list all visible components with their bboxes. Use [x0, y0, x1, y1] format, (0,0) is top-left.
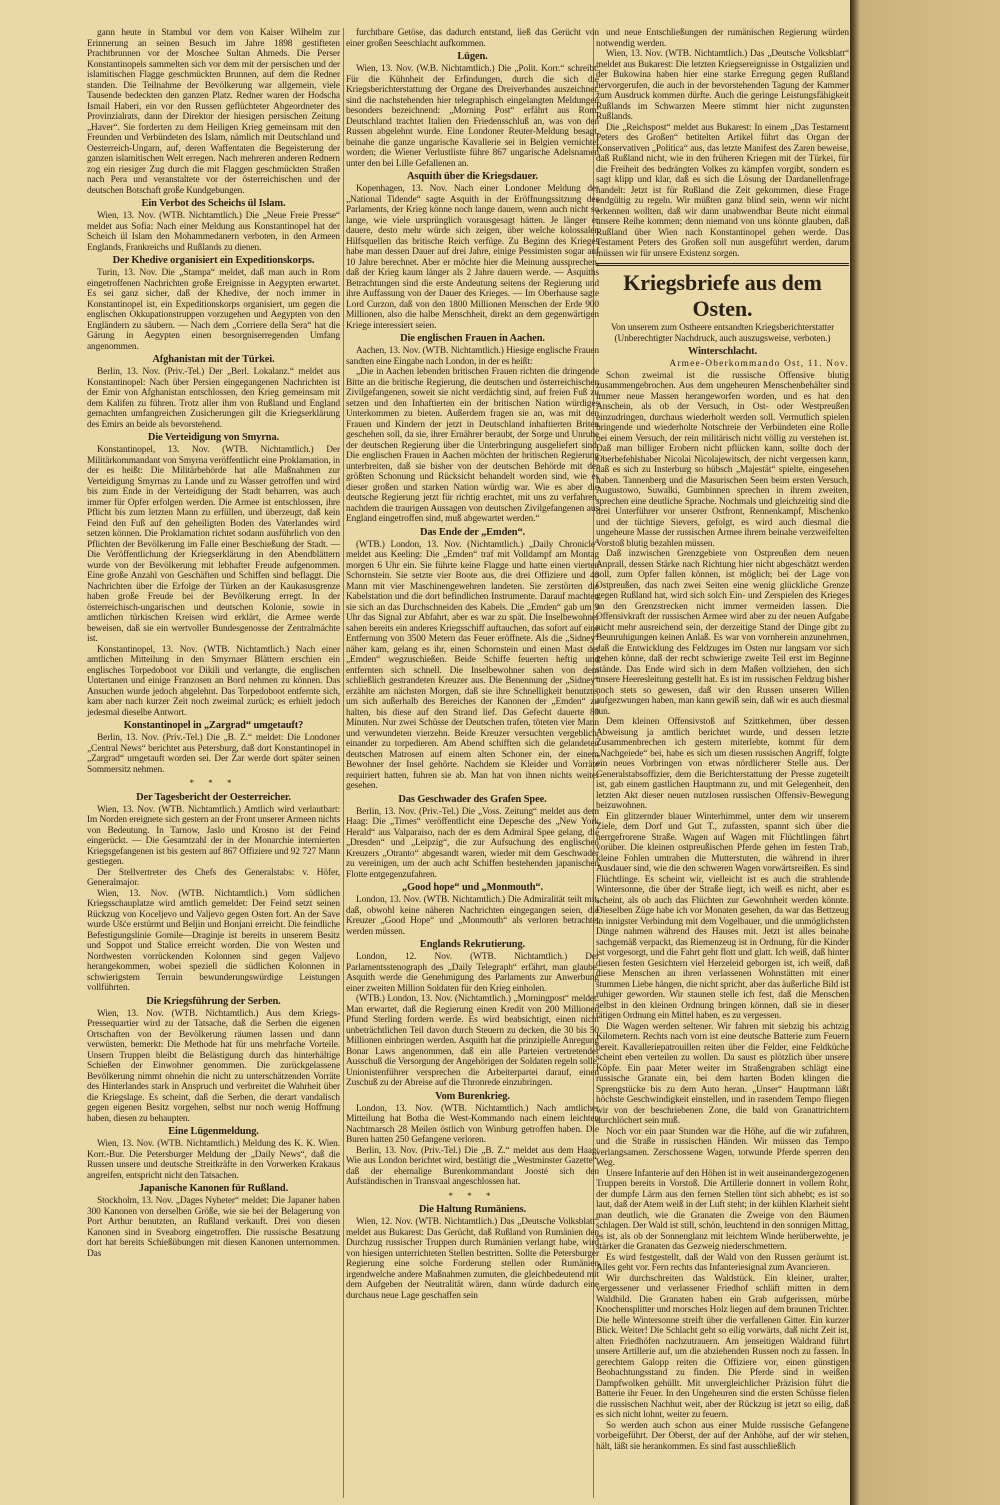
article-paragraph: Berlin, 13. Nov. (Priv.-Tel.) Die „B. Z.“ meldet aus dem Haag: Wie aus London berichtet wird, bestätigt die „Westminster Gazette“, daß der ehemalige Burenkommandant Joosté sich den Aufständischen in Transvaal angeschlossen hat. [346, 1145, 599, 1187]
column-2 [346, 28, 599, 1301]
article-paragraph: Wien, 13. Nov. (WTB. Nichtamtlich.) Das „Deutsche Volksblatt“ meldet aus Bukarest: Die letzten Kriegsereignisse in Ostgalizien und der Bukowina haben hier eine starke Erregung gegen Rußland hervorgerufen, die auch in der bevorstehenden Tagung der Kammer zum Ausdruck kommen dürfte. Auch die geringe Leistungsfähigkeit Rußlands im Schwarzen Meere stimmt hier nicht zugunsten Rußlands. [596, 49, 849, 122]
article-paragraph: Kopenhagen, 13. Nov. Nach einer Londoner Meldung der „National Tidende“ sagte Asquith in der Eröffnungssitzung des Parlaments, der Krieg könne noch lange dauern, wenn auch nicht so lange, wie viele ursprünglich vorausgesagt hätten. Je länger er dauere, desto mehr würde sich zeigen, über welche kolossalen Hilfsquellen das britische Reich verfüge. Zu Beginn des Krieges habe man dessen Dauer auf drei Jahre, einige Pessimisten sogar auf 10 Jahre berechnet. Aber er möchte hier die Meinung aussprechen, daß der Krieg kaum länger als 2 Jahre dauern werde. — Asquiths Betrachtungen sind die erste Andeutung seitens der Regierung und ihre Auffassung von der Dauer des Krieges. — Im Oberhause sagte Lord Curzon, daß von den 1800 Millionen Menschen der Erde 900 Millionen, also die halbe Menschheit, direkt an dem gegenwärtigen Kriege interessiert seien. [346, 184, 599, 331]
article-headline: Ein Verbot des Scheichs ül Islam. [141, 198, 286, 209]
article-paragraph: Unsere Infanterie auf den Höhen ist in weit auseinandergezogenen Truppen bereits in Vorstoß. Die Artillerie donnert in vollem Rohr, der dumpfe Lärm aus den fernen Stellen tönt sich abhebt; es ist so laut, daß der Atem weiß in der Luft steht; in der kühlen Klarheit sieht man deutlich, wie die Granaten die Zweige von den Bäumen schlagen. Der Wald ist still, schön, leuchtend in den sonnigen Mittag, es ist, als ob der Sonnenglanz mit leichtem Winde herüberwehte, je stärker die Granaten das Gezweig niederschmettern. [596, 1168, 849, 1252]
dateline: Armee-Oberkommando Ost, 11. Nov. [669, 359, 849, 369]
article-headline: „Good hope“ und „Monmouth“. [401, 882, 544, 893]
article-paragraph: Konstantinopel, 13. Nov. (WTB. Nichtamtlich.) Nach einer amtlichen Mitteilung in den Smyrnaer Blättern erschien ein englisches Torpedoboot vor Dikili und verlangte, die englischen Untertanen und einige Franzosen an Bord nehmen zu können. Das Ansuchen wurde jedoch abgelehnt. Das Torpedoboot entfernte sich, kam aber nach kurzer Zeit noch zweimal zurück; es erhielt jedoch jedesmal dieselbe Antwort. [87, 644, 340, 718]
article-paragraph: furchtbare Getöse, das dadurch entstand, ließ das Gerücht von einer großen Seeschlacht aufkommen. [346, 28, 599, 49]
article-paragraph: und neue Entschließungen der rumänischen Regierung würden notwendig werden. [596, 28, 849, 49]
column-3 [596, 28, 849, 1452]
article-paragraph: „Die in Aachen lebenden britischen Frauen richten die dringende Bitte an die britische Regierung, die deutschen und österreichischen Zivilgefangenen, soweit sie nicht verdächtig sind, auf freien Fuß zu setzen und den Inhaftierten ein der britischen Nation würdiges Unterkommen zu bieten. Außerdem fragen sie an, was mit den Frauen und Kindern der jetzt in Deutschland inhaftierten Briten geschehen soll, da sie, ihrer Ernährer beraubt, der Sorge und Unruhe der deutschen Regierung über die Unterbringung ausgeliefert sind. Die englischen Frauen in Aachen möchten der britischen Regierung unterbreiten, daß sie bisher von der deutschen Behörde mit der größten Schonung und Rücksicht behandelt worden sind, wie es dieser großen und starken Nation würdig war. Wie es aber die deutsche Regierung jetzt für richtig erachtet, mit uns zu verfahren, nachdem die traurigen Aussagen von deutschen Zivilgefangenen aus England eingetroffen sind, muß abgewartet werden.“ [346, 367, 599, 524]
article-paragraph: Berlin, 13. Nov. (Priv.-Tel.) Der „Berl. Lokalanz.“ meldet aus Konstantinopel: Nach über Persien eingegangenen Nachrichten ist der Emir von Afghanistan entschlossen, den Krieg gemeinsam mit dem Kalifen zu führen. Trotz aller ihm von Rußland und England gemachten umfangreichen Zusicherungen gilt die Kriegserklärung des Emirs an beide als bevorstehend. [87, 367, 340, 430]
article-paragraph: London, 13. Nov. (WTB. Nichtamtlich.) Nach amtlicher Mitteilung hat Botha die West-Kommando nach einem leichten Nachtmarsch 28 Meilen östlich von Winburg getroffen haben. Die Buren hatten 250 Gefangene verloren. [346, 1103, 599, 1145]
article-paragraph: (WTB.) London, 13. Nov. (Nichtamtlich.) „Daily Chronicle“ meldet aus Keeling: Die „Emden“ traf mit Volldampf am Montag morgen 6 Uhr ein. Sie führte keine Flagge und hatte einen vierten Schornstein. Sie setzte vier Boote aus, die drei Offiziere und 40 Mann mit vier Maschinengewehren landeten. Sie zerstörten die Kabelstation und die dort befindlichen Instrumente. Darauf machten sie sich an das Durchschneiden des Kabels. Die „Emden“ gab um 9 Uhr das Signal zur Abfahrt, aber es war zu spät. Die Inselbewohner sahen bereits ein anderes Kriegsschiff auftauchen, das sofort auf eine Entfernung von 3500 Metern das Feuer eröffnete. Als die „Sidney“ näher kam, gelang es ihr, einen Schornstein und einen Mast der „Emden“ wegzuschießen. Beide Schiffe feuerten heftig und entfernten sich schnell. Die Inselbewohner sahen von dem schließlich gestrandeten Kreuzer aus. Die Benennung der „Sidney“ erzählte am nächsten Morgen, daß sie ihre Schnelligkeit benutzte, um sich außerhalb des Bereiches der Kanonen der „Emden“ zu halten, bis diese auf den Strand lief. Das Gefecht dauerte 80 Minuten. Nur zwei Schüsse der Deutschen trafen, töteten vier Mann und verwundeten vierzehn. Beide Kreuzer versuchten vergeblich, einander zu torpedieren. Am Abend schifften sich die gelandeten deutschen Matrosen auf einem alten Schoner ein, der einem Bewohner der Insel gehörte. Nachdem sie Kleider und Vorräte requiriert hatten, fuhren sie ab. Man hat von ihnen nichts weiter gesehen. [346, 539, 599, 791]
article-paragraph: Berlin, 13. Nov. (Priv.-Tel.) Die „B. Z.“ meldet: Die Londoner „Central News“ berichtet aus Petersburg, daß dort Konstantinopel in „Zargrad“ umgetauft worden sei. Der Zar werde dort später seinen Sommersitz nehmen. [87, 733, 340, 775]
article-paragraph: Daß inzwischen Grenzgebiete von Ostpreußen dem neuen Anprall, dessen Stärke nach Richtung hier nicht abgeschätzt werden soll, zum Opfer fallen können, ist möglich; bei der Lage von Ostpreußen, das nach zwei Seiten eine wenig glückliche Grenze gegen Rußland hat, wird sich solch Ein- und Zerspielen des Krieges an den Grenzstrecken nicht immer vermeiden lassen. Die Offensivkraft der russischen Armee wird aber zu der neuen Aufgabe nicht mehr ausreichend sein, der derzeitige Stand der Dinge gibt zu Beunruhigungen keinen Anlaß. Es war von vornherein anzunehmen, daß die Entwicklung des Feldzuges im Osten nur langsam vor sich gehen könne, daß der recht schwierige zweite Teil erst im Beginne stände. Das Ende wird sich in dem Maßen vollziehen, den sich unsere Heeresleitung gestellt hat. Es ist im russischen Feldzug bisher noch stets so gewesen, daß wir den Russen unseren Willen aufgezwungen haben, man kann gewiß sein, daß wir es auch diesmal tun. [596, 549, 849, 717]
article-headline: Japanische Kanonen für Rußland. [138, 1183, 289, 1194]
article-headline: Das Ende der „Emden“. [419, 526, 526, 538]
article-paragraph: Wien, 13. Nov. (WTB. Nichtamtlich.) Die „Neue Freie Presse“ meldet aus Sofia: Nach einer Meldung aus Konstantinopel hat der Scheich ül Islam den Mohammedanern verboten, in den Armeen Englands, Frankreichs und Rußlands zu dienen. [87, 211, 340, 253]
article-paragraph: London, 13. Nov. (WTB. Nichtamtlich.) Die Admiralität teilt mit, daß, obwohl keine näheren Nachrichten eingegangen seien, die Kreuzer „Good Hope“ und „Monmouth“ als verloren betrachtet werden müssen. [346, 895, 599, 937]
article-headline: Afghanistan mit der Türkei. [152, 354, 275, 365]
section-subtitle: (Unberechtigter Nachdruck, auch auszugsweise, verboten.) [614, 333, 831, 344]
article-paragraph: gann heute in Stambul vor dem von Kaiser Wilhelm zur Erinnerung an seinen Besuch im Jahre 1898 gestifteten Prachtbrunnen vor der Moschee Sultan Ahmeds. Die Perser Konstantinopels sammelten sich vor dem mit der persischen und der islamitischen Flagge geschmückten Brunnen, auf dem die Redner standen. Die Teilnahme der Bevölkerung war allgemein, viele Tausende bedeckten den ganzen Platz. Redner waren der Hodscha Ismail Haberi, ein vor den Russen geflüchteter Abgeordneter des Provinzialrats, dann der Direktor der hiesigen persischen Zeitung „Haver“. Sie forderten zu dem Heiligen Krieg gemeinsam mit den Freunden und Verbündeten des Islam, nämlich mit Deutschland und Oesterreich-Ungarn, auf, deren Waffentaten die Begeisterung der ganzen islamitischen Welt erregen. Nach mehreren anderen Rednern zog ein riesiger Zug durch die mit Flaggen geschmückten Straßen nach Pera und veranstaltete vor der österreichischen und der deutschen Botschaft große Kundgebungen. [87, 28, 340, 196]
article-paragraph: Wien, 12. Nov. (WTB. Nichtamtlich.) Das „Deutsche Volksblatt“ meldet aus Bukarest: Das Gerücht, daß Rußland von Rumänien den Durchzug russischer Truppen durch Rumänien verlangt habe, wird von hiesigen unterrichteten Stellen bestritten. Sollte die Petersburger Regierung eine solche Forderung stellen oder Rumänien irgendwelche andere Maßnahmen zumuten, die gleichbedeutend mit dem Aufgeben der Neutralität wären, dann würde dadurch eine durchaus neue Lage geschaffen sein [346, 1217, 599, 1301]
article-paragraph: Wien, 13. Nov. (WTB. Nichtamtlich.) Meldung des K. K. Wien. Korr.-Bur. Die Petersburger Meldung der „Daily News“, daß die Russen unsere und deutsche Streitkräfte in den Vorwerken Krakaus angreifen, entspricht nicht den Tatsachen. [87, 1139, 340, 1181]
column-divider [343, 28, 344, 1498]
article-headline: Winterschlacht. [687, 346, 758, 357]
article-paragraph: Es wird festgestellt, daß der Wald von den Russen geräumt ist. Alles geht vor. Fern rechts das Infanteriesignal zum Avancieren. [596, 1252, 849, 1273]
article-paragraph: Dem kleinen Offensivstoß auf Szittkehmen, über dessen Abweisung ja amtlich berichtet wurde, und dessen letzte Zusammenbrechen ich gestern miterlebte, kommt für dem „Nachgeiede“ bei, habe es sich um diesen russischen Angriff, folgte ein neues Vorbringen von etwas nördlicherer Stelle aus. Der Generalstabsoffizier, dem die Berichterstattung der Presse zugeteilt ist, gab einem gastlichen Hauptmann zu, und mit Gelegenheit, den letzten Akt dieser neuen nutzlosen russischen Offensiv-Bewegung beizuwohnen. [596, 717, 849, 811]
article-paragraph: Wir durchschreiten das Waldstück. Ein kleiner, uralter, vergessener und verlassener Friedhof schläft mitten in dem Waldbild. Die Granaten haben ein Grab aufgerissen, mürbe Knochensplitter und morsches Holz liegen auf dem braunen Trichter. Die helle Wintersonne streift über die verfallenen Gitter. Ein kurzer Blick. Weiter! Die Schlacht geht so eilig vorwärts, daß nicht Zeit ist, alten Friedhöfen nachzutrauern. Am jenseitigen Waldrand führt unsere Artillerie auf, um die abziehenden Russen noch zu fassen. In gerechtem Galopp reiten die Offiziere vor, einen günstigen Beobachtungsstand zu finden. Die Pferde sind in weißen Dampfwolken gehüllt. Mit unvergleichlicher Präzision führt die Batterie ihr Feuer. In den Ungeheuren sind die ersten Schüsse fielen die russischen Nachhut weit, aber der Rückzug ist jetzt so eilig, daß es sich nicht lohnt, weiter zu feuern. [596, 1273, 849, 1420]
article-paragraph: Wien, 13. Nov. (WTB. Nichtamtlich.) Vom südlichen Kriegsschauplatze wird amtlich gemeldet: Der Feind setzt seinen Rückzug von Koceljevo und Valjevo gegen Osten fort. An der Save wurde Ušće erstürmt und Beljin und Bonjani erreicht. Die feindliche Befestigungslinie Gomile—Draginje ist bereits in unserem Besitz und Soppot und Stalice erreicht worden. Die von Westen und Nordwesten vorrückenden Kolonnen sind gegen Valjevo herangekommen, wobei speziell die südlichen Kolonnen in schwierigstem Terrain bewunderungswürdige Leistungen vollführten. [87, 888, 340, 993]
article-paragraph: Berlin, 13. Nov. (Priv.-Tel.) Die „Voss. Zeitung“ meldet aus dem Haag: Die „Times“ veröffentlicht eine Depesche des „New York Herald“ aus Valparaiso, nach der es dem Admiral Spee gelang, die „Dresden“ und „Leipzig“, die zur Aufsuchung des englischen Kreuzers „Otranto“ abgesandt waren, wieder mit dem Geschwader zu vereinigen, um der auch acht Schiffen bestehenden japanischen Flotte entgegenzufahren. [346, 806, 599, 880]
article-headline: Vom Burenkrieg. [435, 1090, 510, 1102]
article-paragraph: Wien, 13. Nov. (WTB. Nichtamtlich.) Amtlich wird verlautbart: Im Norden ereignete sich gestern an der Front unserer Armeen nichts von Bedeutung. In Tarnow, Jaslo und Krosno ist der Feind eingerückt. — Die Gesamtzahl der in der Monarchie internierten Kriegsgefangenen ist bis gestern auf 867 Offiziere und 92 727 Mann gestiegen. [87, 804, 340, 867]
article-paragraph: Wien, 13. Nov. (WTB. Nichtamtlich.) Aus dem Kriegs-Pressequartier wird zu der Tatsache, daß die Serben die eigenen Ortschaften von der Bevölkerung räumen lassen und dann verwüsten, bemerkt: Die Methode hat für uns mehrfache Vorteile. Unsern Truppen bleibt die Belästigung durch das hinterhältige Schießen der Einwohner genommen. Die zurückgelassene Bevölkerung nimmt ohnehin die nicht zu unterschätzenden Vorräte des Hinterlandes stark in Anspruch und verbreitet die Wahrheit über die Kriegslage. Es scheint, daß die Serben, die derart vandalisch gegen eigenen Besitz vorgehen, selbst nur noch wenig Hoffnung haben, diesen zu behaupten. [87, 1008, 340, 1124]
article-paragraph: So werden auch schon aus einer Mulde russische Gefangene vorbeigeführt. Der Oberst, der auf der Anhöhe, auf der wir stehen, hält, läßt sie herankommen. Es sind fast ausschließlich [596, 1420, 849, 1452]
page-edge [850, 0, 1000, 1505]
section-subtitle: Von unserem zum Ostheere entsandten Kriegsberichterstatter [610, 323, 835, 333]
article-headline: Der Tagesbericht der Oesterreicher. [136, 791, 291, 803]
article-headline: Die Kriegsführung der Serben. [146, 995, 281, 1007]
article-paragraph: Aachen, 13. Nov. (WTB. Nichtamtlich.) Hiesige englische Frauen sandten eine Eingabe nach London, in der es heißt: [346, 346, 599, 367]
article-paragraph: Noch vor ein paar Stunden war die Höhe, auf die wir zufahren, und die Straße in russischen Händen. Wir müssen das Tempo verlangsamen. Zerschossene Wagen, totwunde Pferde sperren den Weg. [596, 1126, 849, 1168]
article-paragraph: Schon zweimal ist die russische Offensive blutig zusammengebrochen. Aus dem ungeheuren Menschenbehälter sind immer neue Massen herangeworfen worden, und es hat den Anschein, als ob der Versuch, in Ost- oder Westpreußen einzudringen, durchaus wiederholt werden soll. Vermutlich spielen bringende und wiederholte Notschreie der Verbündeten eine Rolle bei einem Versuch, der rein militärisch nicht völlig zu verstehen ist. Daß man billiger Erobern nicht pflücken kann, sollte doch der Oberbefehlshaber Nicolai Nicolajewitsch, der nicht vergessen kann, daß es sich zu Insterburg so hübsch „Majestät“ spielte, eingesehen haben. Tannenberg und die Masurischen Seen beim ersten Versuch, Augustowo, Suwalki, Gumbinnen sprechen in ihrem zweiten, sprechen eine deutliche Sprache. Nochmals und gleichzeitig sind die drei Unterführer vor unserer Ostfront, Rennenkampf, Mischenko und der tüchtige Sievers, gefolgt, es wird auch diesmal die ungeheure Masse der russischen Armee ihrem beinahe verzweifelten Vorstoß blutig bezahlen müssen. [596, 370, 849, 549]
article-headline: Der Khedive organisiert ein Expeditionskorps. [112, 255, 315, 266]
article-headline: Die Verteidigung von Smyrna. [147, 432, 280, 443]
article-paragraph: Die „Reichspost“ meldet aus Bukarest: In einem „Das Testament Peters des Großen“ betitelten Artikel führt das Organ der Konservativen „Politica“ aus, das letzte Manifest des Zaren beweise, daß Rußland nicht, wie in den früheren Kriegen mit der Türkei, für die Freiheit des bedrängten Volkes zu kämpfen vorgibt, sondern es sagt klipp und klar, daß es sich die Lösung der Dardanellenfrage handelt: Jetzt ist für Rußland die Zeit gekommen, diese Frage endgültig zu regeln. Wir müßten ganz blind sein, wenn wir nicht erkennen wollten, daß wir dann unabwendbar Beute nicht einmal unsere Reihe kommen; denn niemand von uns könnte glauben, daß Rußland über Wien nach Konstantinopel gehen werde. Das Testament Peters des Großen soll nun ausgeführt werden, darum müssen wir für unsere Existenz sorgen. [596, 122, 849, 259]
separator-stars: * * * [189, 778, 238, 788]
article-paragraph: Konstantinopel, 13. Nov. (WTB. Nichtamtlich.) Der Militärkommandant von Smyrna veröffentlicht eine Proklamation, in der es heißt: Die Militärbehörde hat alle Maßnahmen zur Verteidigung Smyrnas zu Lande und zu Wasser getroffen und wird bis zum Ende in der Verteidigung der Stadt beharren, was auch immer für Opfer erfolgen werden. Die Armee ist entschlossen, ihre Pflicht bis zum letzten Mann zu erfüllen, und überzeugt, daß kein Feind den Fuß auf den geheiligten Boden des Vaterlandes wird setzen können. Die Proklamation richtet sodann ausführlich von den Pflichten der Bevölkerung im Falle einer Beschießung der Stadt. — Die Veröffentlichung der Kriegserklärung in den Abendblättern wurde von der Bevölkerung mit lebhafter Freude aufgenommen. Eine große Anzahl von Geschäften und Schiffen sind beflaggt. Die Nachrichten über die Erfolge der Türken an der Kaukasusgrenze haben große Freude bei der Bevölkerung erregt. In der österreichisch-ungarischen und deutschen Kolonie, sowie in amtlichen türkischen Kreisen wird erklärt, die Armee werde beweisen, daß sie ein wertvoller Bundesgenosse der Zentralmächte ist. [87, 445, 340, 644]
article-headline: Asquith über die Kriegsdauer. [406, 171, 539, 182]
section-rule [596, 263, 849, 266]
article-paragraph: Ein glitzernder blauer Winterhimmel, unter dem wir unserem Ziele, dem Dorf und Gut T., zufassten, spannt sich über die herrgefrorene Straße. Wagen auf Wagen mit Flüchtlingen fährt vorüber. Die kleinen ostpreußischen Pferde gehen im festen Trab, kleine Fohlen umtraben die Mutterstuten, die während in ihrer Ausdauer sind, wie die den schweren Wagen vorwärtsreißen. Es sind Flüchtlinge. Es scheint wir, vielleicht ist es auch die strahlende Wintersonne, die über der Straße liegt, ich weiß es nicht, aber es scheint, als ob auch das Flüchten zur Gewohnheit werden könnte. Dieselben Züge habe ich vor Monaten gesehen, da war das Bettzeug in innigster Verbindung mit dem Vogelbauer, und die unmöglichsten Dinge nahmen während des Hauses mit. Jetzt ist alles beinahe sachgemäß verpackt, das Riemenzeug ist in Ordnung, für die Kinder ist vorgesorgt, und die Fahrt geht flott und glatt. Ich weiß, daß hinter diesen festen Gesichtern viel Herzeleid geborgen ist, ich weiß, daß diese Menschen an ihren verlassenen Wohnstätten mit einer stummen Liebe hängen, die nicht spricht, aber das äußerliche Bild ist ruhiger geworden. Wir staunen stelle ich fest, daß die Menschen selbst in den kleinen Ordnung bringen können, daß sie in dieser tätigen Ordnung ein Mittel haben, es zu vergessen. [596, 811, 849, 1021]
article-headline: Die Haltung Rumäniens. [418, 1204, 527, 1215]
article-headline: Konstantinopel in „Zargrad“ umgetauft? [123, 720, 304, 731]
article-headline: Englands Rekrutierung. [419, 939, 526, 950]
column-1 [87, 28, 340, 1259]
article-paragraph: (WTB.) London, 13. Nov. (Nichtamtlich.) „Morningpost“ meldet: Man erwartet, daß die Regierung einen Kredit von 200 Millionen Pfund Sterling fordern werde. Es wird beabsichtigt, einen nicht unbeträchtlichen Teil davon durch Steuern zu decken, die 30 bis 50 Millionen einbringen werden. Asquith hat die prinzipielle Anregung Bonar Laws angenommen, daß ein alle Parteien vertretender Ausschuß die Versorgung der Angehörigen der Soldaten regeln solle. Unionistenführer versprechen die Arbeiterpartei darauf, einen Zuschuß zu der Abreise auf die Thronrede einzubringen. [346, 994, 599, 1088]
article-paragraph: Turin, 13. Nov. Die „Stampa“ meldet, daß man auch in Rom eingetroffenen Nachrichten große Ereignisse in Aegypten erwartet. Es sei ganz sicher, daß der Khedive, der noch immer in Konstantinopel ist, ein Expeditionskorps organisiert, um gegen die englischen Okkupationstruppen vorzugehen und Aegypten von den Engländern zu säubern. — Nach dem „Corriere della Sera“ hat die Gärung in Aegypten einen besorgniserregenden Umfang angenommen. [87, 268, 340, 352]
section-title: Kriegsbriefe aus dem Osten. [623, 270, 822, 321]
article-headline: Lügen. [457, 51, 488, 62]
article-paragraph: Stockholm, 13. Nov. „Dages Nyheter“ meldet: Die Japaner haben 300 Kanonen von derselben Größe, wie sie bei der Belagerung von Port Arthur benutzten, an Rußland verkauft. Drei von diesen Kanonen sind in Sveaborg eingetroffen. Die russische Besatzung dort hat bereits Schießübungen mit diesen Kanonen unternommen. Das [87, 1196, 340, 1259]
article-paragraph: Wien, 13. Nov. (W.B. Nichtamtlich.) Die „Polit. Korr.“ schreibt: Für die Kühnheit der Erfindungen, durch die sich die Kriegsberichterstattung der Organe des Dreiverbandes auszeichnet, sind die nachstehenden hier telegraphisch eingelangten Meldungen besonders bezeichnend: „Morning Post“ erfährt aus Rom: Deutschland trachtet Italien den Friedensschluß an, was von den Russen abgelehnt wurde. Eine Londoner Reuter-Meldung besagt, beinahe die ganze ungarische Kavallerie sei in Belgien vernichtet worden; die Wiener Verlustliste führe 867 ungarische Adelsnamen unter den bei Lille Gefallenen an. [346, 64, 599, 169]
article-paragraph: Die Wagen werden seltener. Wir fahren mit siebzig bis achtzig Kilometern. Rechts nach vorn ist eine deutsche Batterie zum Feuern bereit. Kavalleriepatrouillen reiten über die Felder, eine Feldküche scheint eben verteilen zu wollen. Da saust es plötzlich über unsere Köpfe. Ein paar Meter weiter im Straßengraben schlägt eine russische Granate ein, bei dem harten Boden klingen die Sprengstücke bis zu dem Auto heran. „Unser“ Hauptmann läßt höchste Geschwindigkeit einstellen, und in rasendem Tempo fliegen wir von der beschriebenen Zone, die bald von Granattrichtern durchlöchert sein muß. [596, 1021, 849, 1126]
article-headline: Das Geschwader des Grafen Spee. [398, 793, 547, 805]
article-paragraph: London, 12. Nov. (WTB. Nichtamtlich.) Der Parlamentsstenograph des „Daily Telegraph“ erfährt, man glaube, Asquith werde die Genehmigung des Parlaments zur Anwerbung einer zweiten Million Soldaten für den Krieg einholen. [346, 952, 599, 994]
article-headline: Die englischen Frauen in Aachen. [400, 333, 545, 344]
article-paragraph: Der Stellvertreter des Chefs des Generalstabs: v. Höfer, Generalmajor. [87, 867, 340, 888]
separator-stars: * * * [448, 1190, 497, 1201]
article-headline: Eine Lügenmeldung. [168, 1126, 259, 1137]
